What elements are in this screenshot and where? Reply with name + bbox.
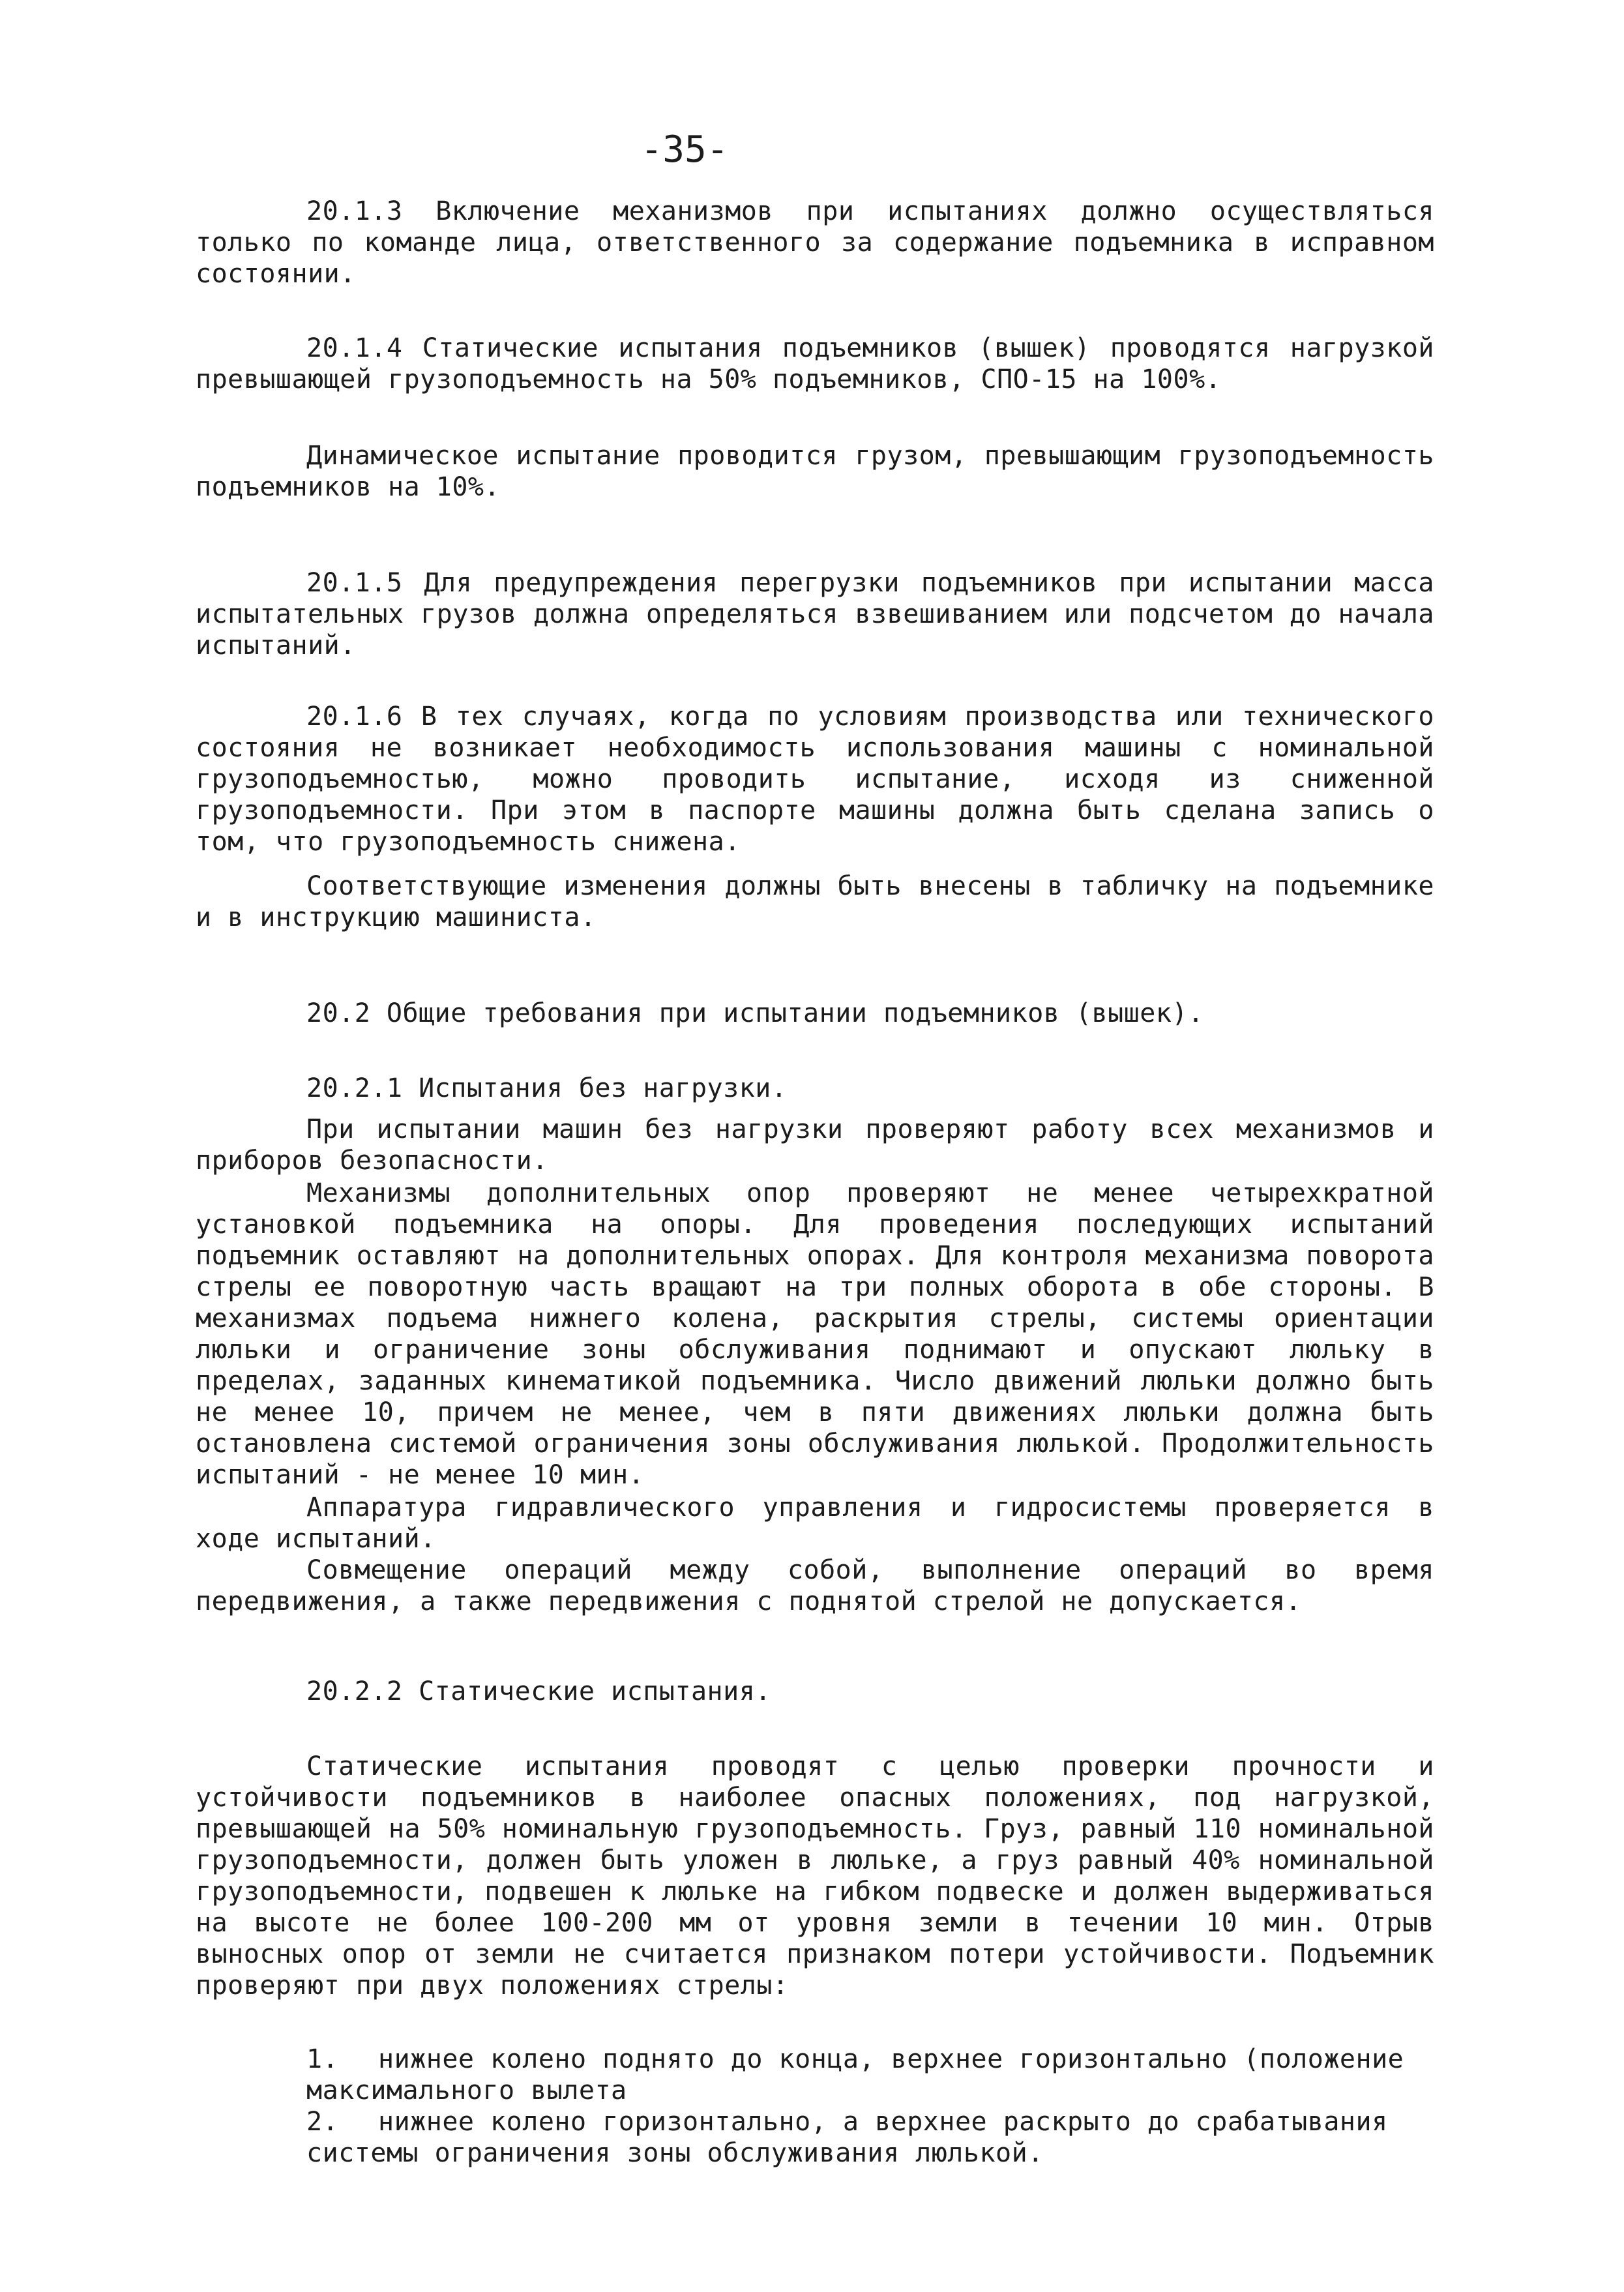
- heading-20-2: 20.2 Общие требования при испытании подъемников (вышек).: [306, 998, 1204, 1028]
- paragraph-20-1-3: 20.1.3 Включение механизмов при испытаниях должно осуществляться только по команде лица, ответственного за содержание подъемника в исправном состоянии.: [196, 196, 1434, 289]
- page-number: -35-: [640, 128, 729, 171]
- paragraph-no-load-b: Механизмы дополнительных опор проверяют не менее четырехкратной установкой подъемника на опоры. Для проведения последующих испытаний подъемник оставляют на дополнительных опорах. Для контроля механизма поворота стрелы ее поворотную часть вращают на три полных оборота в обе стороны. В механизмах подъема нижнего колена, раскрытия стрелы, системы ориентации люльки и ограничение зоны обслуживания поднимают и опускают люльку в пределах, заданных кинематикой подъемника. Число движений люльки должно быть не менее 10, причем не менее, чем в пяти движениях люльки должна быть остановлена системой ограничения зоны обслуживания люлькой. Продолжительность испытаний - не менее 10 мин.: [196, 1178, 1434, 1490]
- paragraph-changes: Соответствующие изменения должны быть внесены в табличку на подъемнике и в инструкцию машиниста.: [196, 871, 1434, 932]
- paragraph-20-1-6: 20.1.6 В тех случаях, когда по условиям производства или технического состояния не возникает необходимость использования машины с номинальной грузоподъемностью, можно проводить испытание, исходя из сниженной грузоподъемности. При этом в паспорте машины должна быть сделана запись о том, что грузоподъемность снижена.: [196, 702, 1434, 857]
- list-item-1: [306, 2044, 1434, 2106]
- list-item-text: нижнее колено поднято до конца, верхнее горизонтально (положение максимального вылета: [306, 2044, 1404, 2106]
- list-item-text: нижнее колено горизонтально, а верхнее раскрыто до срабатывания системы ограничения зоны обслуживания люлькой.: [306, 2107, 1388, 2168]
- list-marker: 2.: [306, 2107, 339, 2137]
- paragraph-combined-ops: Совмещение операций между собой, выполнение операций во время передвижения, а также передвижения с поднятой стрелой не допускается.: [196, 1555, 1434, 1616]
- list-item-2: [306, 2106, 1434, 2169]
- paragraph-no-load-a: При испытании машин без нагрузки проверяют работу всех механизмов и приборов безопасности.: [196, 1114, 1434, 1176]
- paragraph-static-tests: Статические испытания проводят с целью проверки прочности и устойчивости подъемников в наиболее опасных положениях, под нагрузкой, превышающей на 50% номинальную грузоподъемность. Груз, равный 110 номинальной грузоподъемности, должен быть уложен в люльке, а груз равный 40% номинальной грузоподъемности, подвешен к люльке на гибком подвеске и должен выдерживаться на высоте не более 100-200 мм от уровня земли в течении 10 мин. Отрыв выносных опор от земли не считается признаком потери устойчивости. Подъемник проверяют при двух положениях стрелы:: [196, 1751, 1434, 2001]
- heading-20-2-2: 20.2.2 Статические испытания.: [306, 1676, 771, 1706]
- paragraph-20-1-5: 20.1.5 Для предупреждения перегрузки подъемников при испытании масса испытательных грузов должна определяться взвешиванием или подсчетом до начала испытаний.: [196, 568, 1434, 661]
- paragraph-hydraulics: Аппаратура гидравлического управления и гидросистемы проверяется в ходе испытаний.: [196, 1493, 1434, 1554]
- paragraph-20-1-4: 20.1.4 Статические испытания подъемников (вышек) проводятся нагрузкой превышающей грузоподъемность на 50% подъемников, СПО-15 на 100%.: [196, 333, 1434, 394]
- heading-20-2-1: 20.2.1 Испытания без нагрузки.: [306, 1073, 788, 1103]
- paragraph-dynamic-test: Динамическое испытание проводится грузом, превышающим грузоподъемность подъемников на 10%.: [196, 441, 1434, 502]
- list-marker: 1.: [306, 2044, 339, 2074]
